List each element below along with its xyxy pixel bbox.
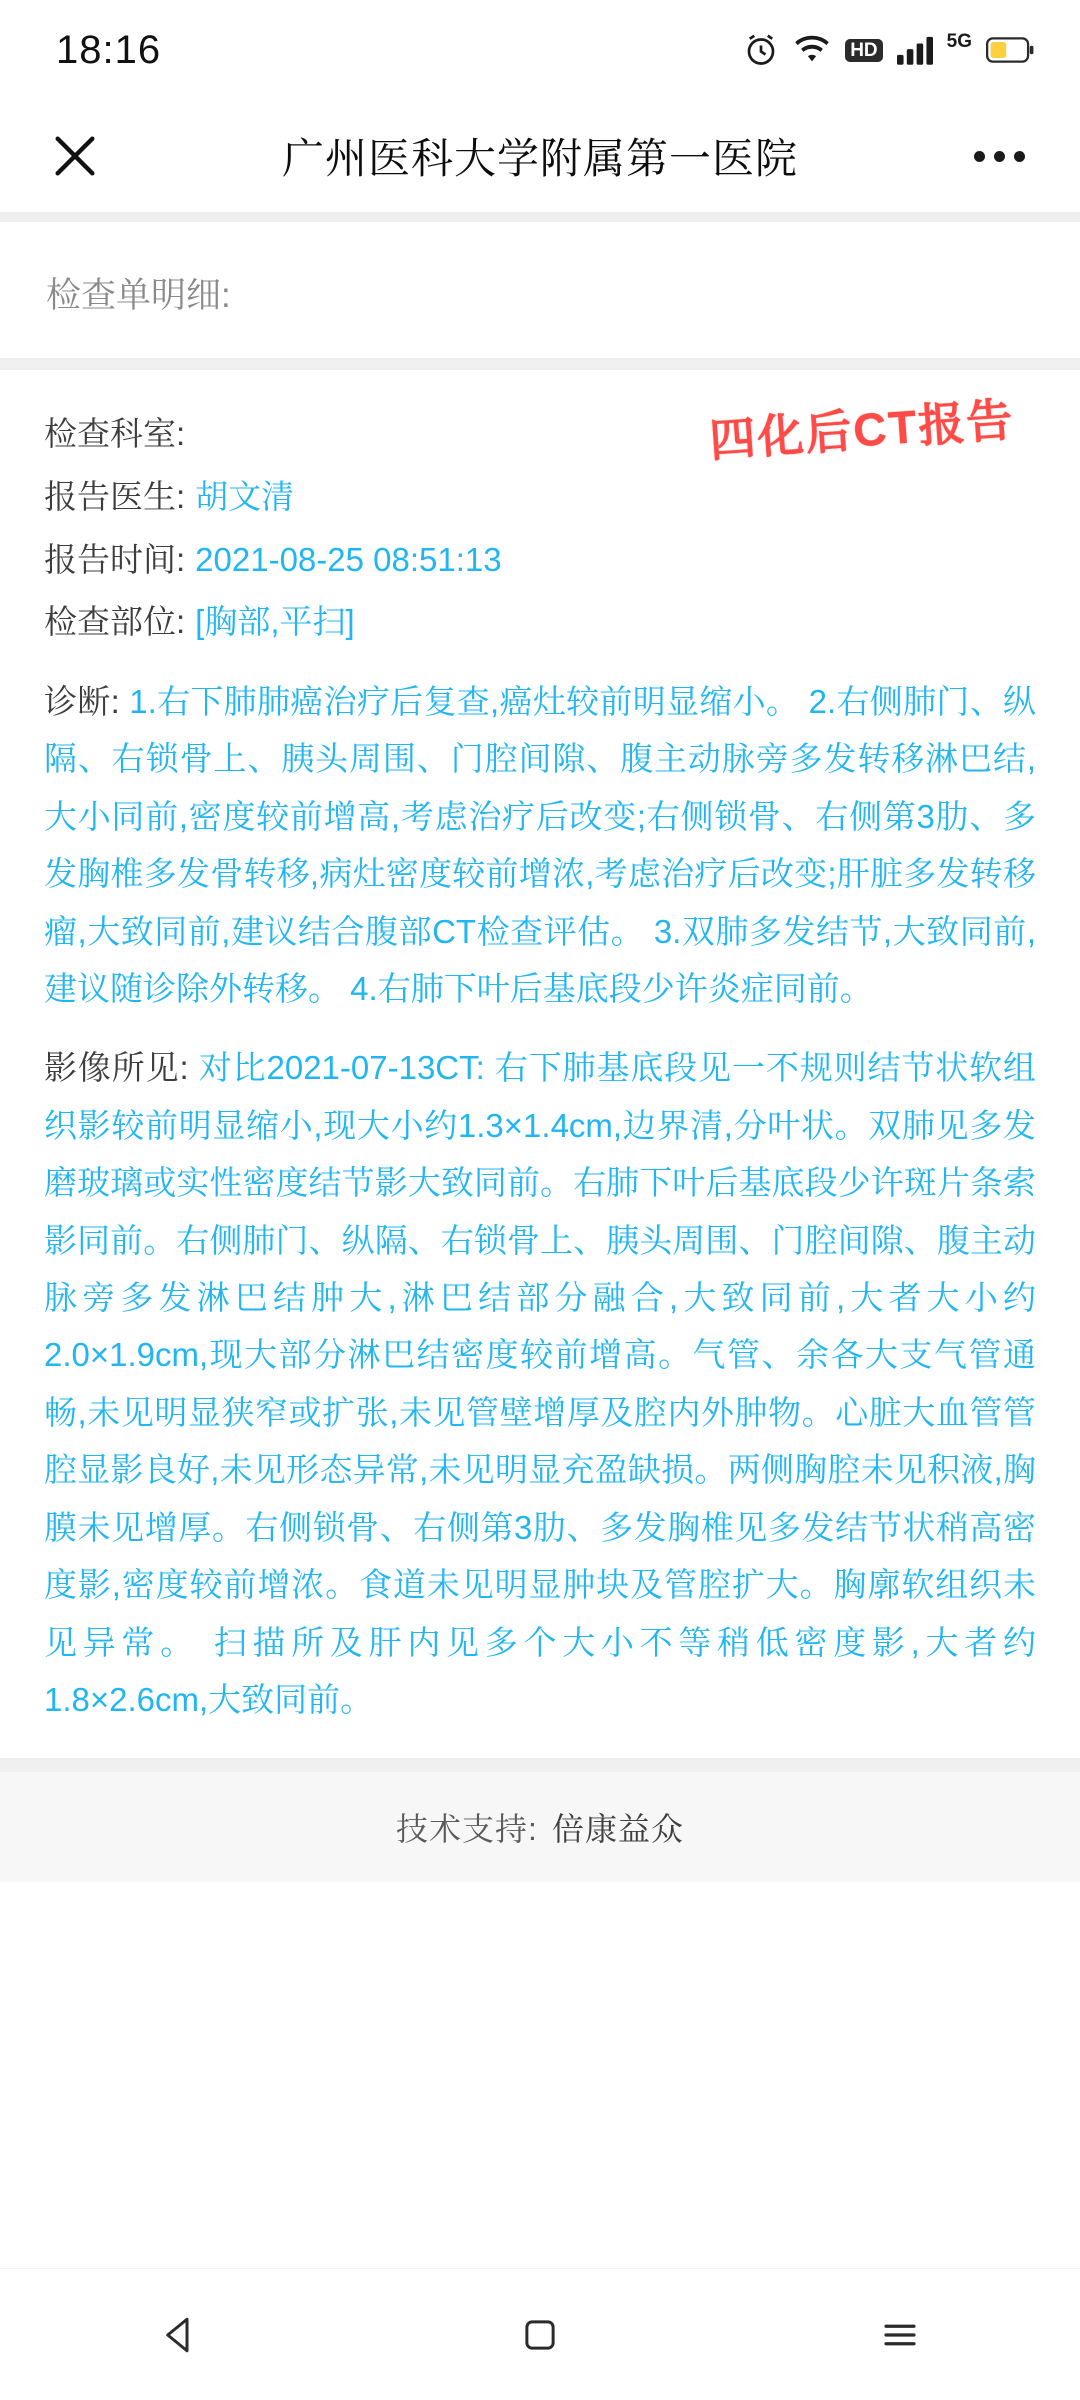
content-scroll-area[interactable]	[0, 222, 1080, 2400]
battery-icon	[986, 36, 1034, 64]
field-value: 2021-08-25 08:51:13	[195, 540, 502, 578]
nav-home-button[interactable]	[470, 2290, 610, 2380]
section-header: 检查单明细:	[0, 222, 1080, 358]
findings-label: 影像所见:	[44, 1049, 189, 1087]
field-label: 报告时间:	[44, 540, 186, 578]
field-report-time	[44, 532, 1036, 589]
report-card	[0, 370, 1080, 1758]
signal-icon	[897, 35, 933, 65]
status-bar	[0, 0, 1080, 100]
system-nav-bar	[0, 2268, 1080, 2400]
hd-icon: HD	[845, 39, 882, 62]
findings-text: 对比2021-07-13CT: 右下肺基底段见一不规则结节状软组织影较前明显缩小,现大小约1.3×1.4cm,边界清,分叶状。双肺见多发磨玻璃或实性密度结节影大致同前。右肺下叶后基底段少许斑片条索影同前。右侧肺门、纵隔、右锁骨上、胰头周围、门腔间隙、腹主动脉旁多发淋巴结肿大,淋巴结部分融合,大致同前,大者大小约2.0×1.9cm,现大部分淋巴结密度较前增高。气管、余各大支气管通畅,未见明显狭窄或扩张,未见管壁增厚及腔内外肿物。心脏大血管管腔显影良好,未见形态异常,未见明显充盈缺损。两侧胸腔未见积液,胸膜未见增厚。右侧锁骨、右侧第3肋、多发胸椎见多发结节状稍高密度影,密度较前增浓。食道未见明显肿块及管腔扩大。胸廓软组织未见异常。 扫描所及肝内见多个大小不等稍低密度影,大者约1.8×2.6cm,大致同前。	[44, 1049, 1036, 1718]
field-label: 报告医生:	[44, 477, 186, 515]
report-stamp-label: 四化后CT报告	[707, 393, 1016, 467]
findings-paragraph	[44, 1039, 1036, 1728]
diagnosis-text: 1.右下肺肺癌治疗后复查,癌灶较前明显缩小。 2.右侧肺门、纵隔、右锁骨上、胰头周围、门腔间隙、腹主动脉旁多发转移淋巴结,大小同前,密度较前增高,考虑治疗后改变;右侧锁骨、右侧第3肋、多发胸椎多发骨转移,病灶密度较前增浓,考虑治疗后改变;肝脏多发转移瘤,大致同前,建议结合腹部CT检查评估。 3.双肺多发结节,大致同前,建议随诊除外转移。 4.右肺下叶后基底段少许炎症同前。	[44, 683, 1036, 1008]
diagnosis-label: 诊断:	[44, 683, 120, 720]
divider	[0, 358, 1080, 370]
wifi-icon	[793, 35, 831, 65]
nav-back-button[interactable]	[110, 2290, 250, 2380]
more-options-button[interactable]	[964, 125, 1034, 187]
nav-recents-button[interactable]	[830, 2290, 970, 2380]
support-name: 倍康益众	[551, 1811, 684, 1848]
field-value: 胡文清	[195, 477, 295, 515]
field-label: 检查科室:	[44, 415, 186, 452]
status-icons	[743, 32, 1034, 68]
status-time: 18:16	[56, 27, 162, 72]
title-bar	[0, 100, 1080, 212]
field-label: 检查部位:	[44, 603, 186, 641]
close-button[interactable]	[44, 125, 106, 187]
footer-support	[0, 1772, 1080, 1882]
alarm-icon	[743, 32, 779, 68]
field-exam-site	[44, 594, 1036, 651]
support-label: 技术支持:	[396, 1811, 538, 1848]
field-doctor	[44, 469, 1036, 526]
field-value: [胸部,平扫]	[195, 603, 355, 641]
divider	[0, 1758, 1080, 1772]
divider	[0, 212, 1080, 222]
5g-icon: 5G	[946, 30, 972, 52]
diagnosis-paragraph	[44, 673, 1036, 1017]
page-title: 广州医科大学附属第一医院	[281, 135, 798, 182]
